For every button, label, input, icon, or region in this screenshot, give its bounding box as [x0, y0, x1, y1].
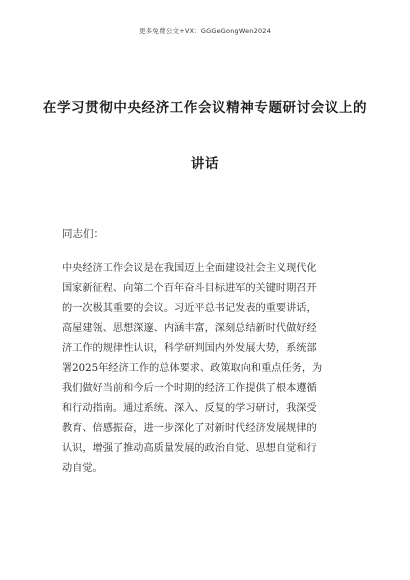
body-line: 国家新征程、向第二个百年奋斗目标进军的关键时期召开 — [62, 283, 317, 294]
body-line: 认识，增强了推动高质量发展的政治自觉、思想自觉和行 — [62, 443, 317, 454]
body-line: 署2025年经济工作的总体要求、政策取向和重点任务，为 — [62, 363, 323, 374]
body-line: 我们做好当前和今后一个时期的经济工作提供了根本遵循 — [62, 383, 317, 394]
document-title-line-2: 讲话 — [190, 156, 220, 172]
header-note: 更多免费公文+VX：GGGeGongWen2024 — [139, 27, 271, 35]
salutation: 同志们： — [62, 228, 104, 240]
body-line: 高屋建瓴、思想深邃、内涵丰富，深刻总结新时代做好经 — [62, 323, 317, 334]
body-line: 动自觉。 — [62, 463, 103, 474]
body-line: 和行动指南。通过系统、深入、反复的学习研讨，我深受 — [62, 403, 317, 414]
body-line: 中央经济工作会议是在我国迈上全面建设社会主义现代化 — [62, 263, 317, 274]
document-title-line-1: 在学习贯彻中央经济工作会议精神专题研讨会议上的 — [42, 100, 368, 116]
body-line: 济工作的规律性认识，科学研判国内外发展大势，系统部 — [62, 343, 317, 354]
body-paragraph — [62, 259, 346, 479]
body-line: 教育、倍感振奋，进一步深化了对新时代经济发展规律的 — [62, 423, 317, 434]
body-line: 的一次极其重要的会议。习近平总书记发表的重要讲话， — [62, 303, 317, 314]
